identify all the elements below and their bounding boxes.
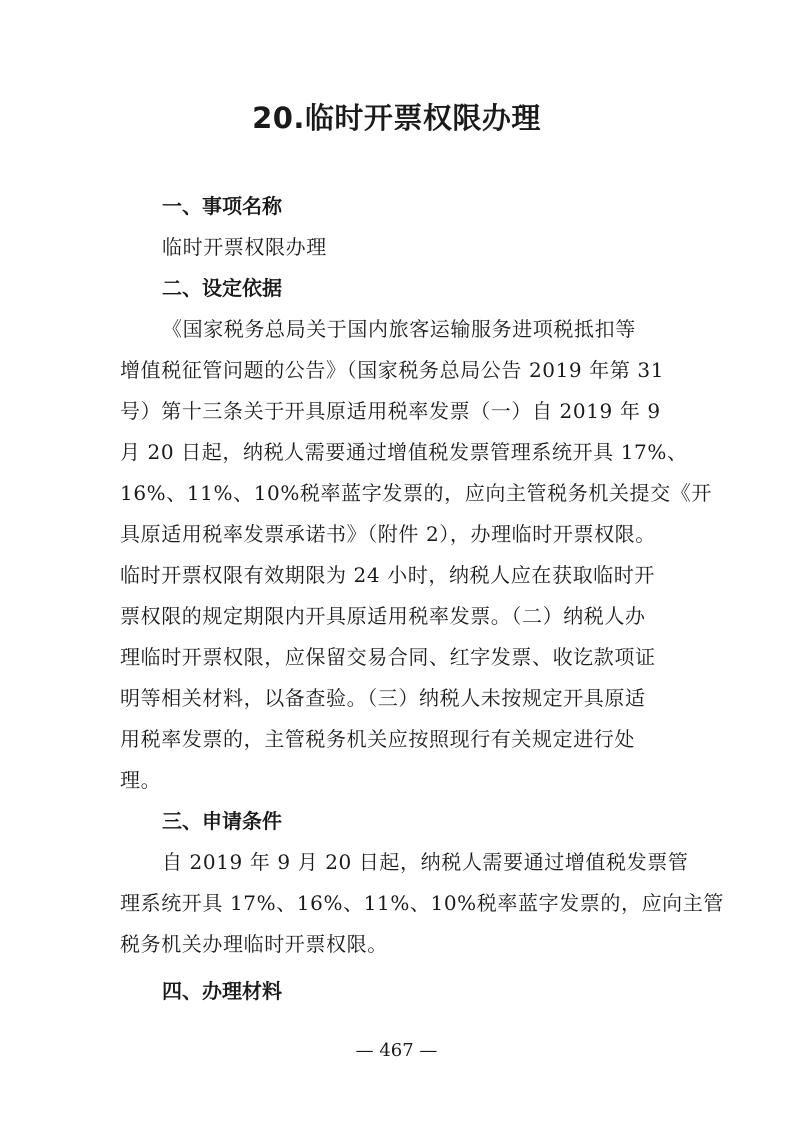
- paragraph-line: 号）第十三条关于开具原适用税率发票（一）自 2019 年 9: [120, 399, 661, 423]
- paragraph-line: 临时开票权限有效期限为 24 小时，纳税人应在获取临时开: [120, 563, 655, 587]
- page-number: — 467 —: [355, 1040, 438, 1061]
- paragraph-line: 《国家税务总局关于国内旅客运输服务进项税抵扣等: [162, 317, 636, 341]
- document-body: [120, 186, 724, 1012]
- paragraph-line: 用税率发票的，主管税务机关应按照现行有关规定进行处: [120, 727, 635, 751]
- paragraph-line: 自 2019 年 9 月 20 日起，纳税人需要通过增值税发票管: [162, 850, 689, 874]
- section-paragraph-legal-basis: [120, 309, 712, 801]
- paragraph-line: 理。: [120, 768, 162, 792]
- paragraph-line: 具原适用税率发票承诺书》（附件 2），办理临时开票权限。: [120, 522, 656, 546]
- document-title: 20.临时开票权限办理: [252, 101, 541, 135]
- paragraph-line: 16%、11%、10%税率蓝字发票的，应向主管税务机关提交《开: [120, 481, 712, 505]
- section-paragraph-item-name: [120, 227, 680, 268]
- section-paragraph-application-conditions: [120, 842, 724, 965]
- paragraph-line: 税务机关办理临时开票权限。: [120, 932, 388, 956]
- section-heading-item-name: 一、事项名称: [162, 194, 282, 218]
- paragraph-line: 理系统开具 17%、16%、11%、10%税率蓝字发票的，应向主管: [120, 891, 724, 915]
- paragraph-line: 理临时开票权限，应保留交易合同、红字发票、收讫款项证: [120, 645, 656, 669]
- section-heading-application-conditions: 三、申请条件: [162, 809, 282, 833]
- paragraph-line: 月 20 日起，纳税人需要通过增值税发票管理系统开具 17%、: [120, 440, 688, 464]
- section-heading-materials: 四、办理材料: [162, 979, 282, 1003]
- section-heading-legal-basis: 二、设定依据: [162, 276, 282, 300]
- paragraph-line: 临时开票权限办理: [162, 235, 327, 259]
- paragraph-line: 票权限的规定期限内开具原适用税率发票。（二）纳税人办: [120, 604, 646, 628]
- paragraph-line: 增值税征管问题的公告》（国家税务总局公告 2019 年第 31: [120, 358, 665, 382]
- paragraph-line: 明等相关材料，以备查验。（三）纳税人未按规定开具原适: [120, 686, 646, 710]
